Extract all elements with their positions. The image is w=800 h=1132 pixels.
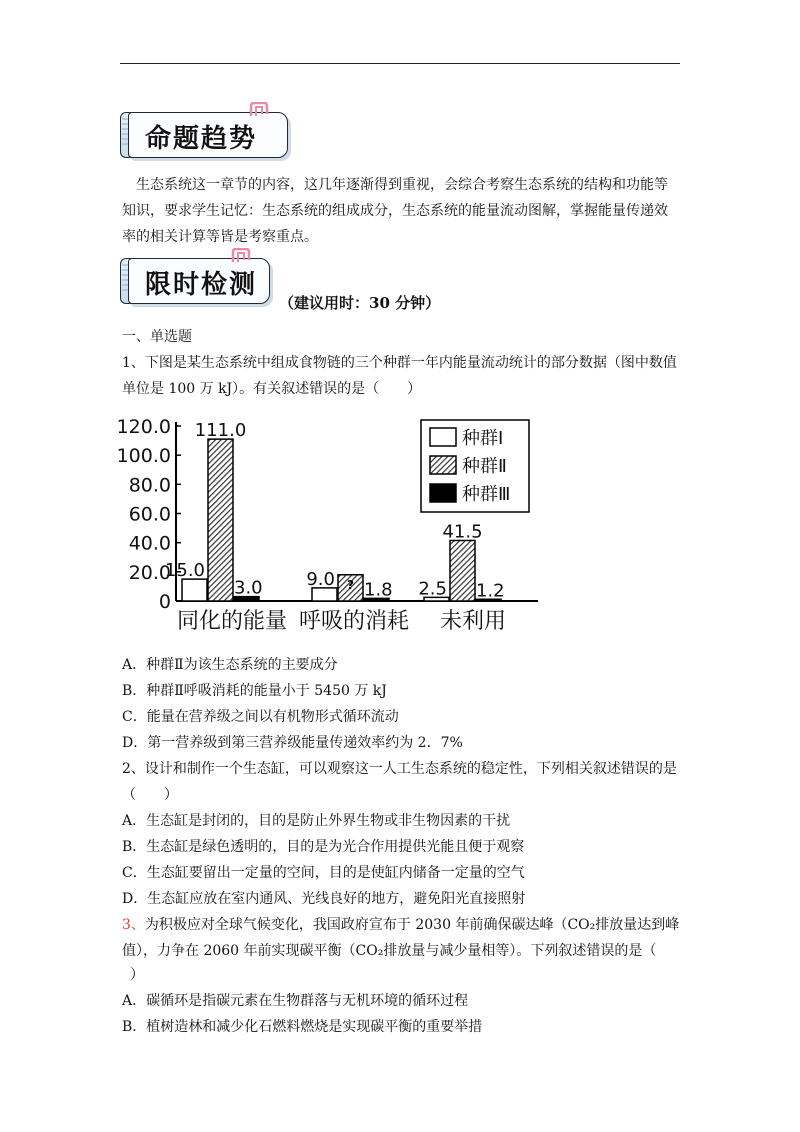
y-tick-label: 0 bbox=[158, 591, 171, 613]
data-label: 111.0 bbox=[194, 420, 247, 442]
legend-label: 种群Ⅰ bbox=[462, 428, 504, 449]
data-label: 3.0 bbox=[234, 577, 263, 599]
q3-stem-line: ） bbox=[130, 967, 144, 983]
bar bbox=[208, 439, 233, 601]
q1-stem-line: 1、下图是某生态系统中组成食物链的三个种群一年内能量流动统计的部分数据（图中数值 bbox=[122, 355, 677, 371]
intro-line: 率的相关计算等皆是考察重点。 bbox=[122, 229, 318, 245]
y-tick-label: 20.0 bbox=[128, 561, 171, 584]
chart-svg bbox=[118, 412, 538, 637]
intro-paragraph bbox=[122, 172, 682, 250]
banner-title: 限时检测 bbox=[145, 270, 258, 300]
suggested-time: （建议用时：30 分钟） bbox=[279, 294, 441, 312]
legend-label: 种群Ⅲ bbox=[462, 484, 511, 505]
data-label: 15.0 bbox=[164, 560, 205, 582]
data-label: 41.5 bbox=[442, 521, 483, 543]
banner-timed-test bbox=[120, 258, 270, 302]
data-label: 2.5 bbox=[418, 578, 447, 600]
legend-swatch bbox=[430, 484, 456, 502]
q3-option-b: B．植树造林和减少化石燃料燃烧是实现碳平衡的重要举措 bbox=[122, 1019, 483, 1035]
data-label: 1.2 bbox=[476, 580, 505, 602]
category-label: 同化的能量 bbox=[176, 609, 288, 634]
q3-stem-line bbox=[122, 914, 679, 934]
legend-swatch bbox=[430, 456, 456, 474]
y-tick-label: 40.0 bbox=[128, 532, 171, 555]
y-tick-label: 80.0 bbox=[128, 474, 171, 497]
banner-title: 命题趋势 bbox=[145, 124, 258, 154]
data-label: 9.0 bbox=[306, 568, 335, 590]
q1-option-d: D．第一营养级到第三营养级能量传递效率约为 2．7% bbox=[122, 735, 463, 751]
intro-line: 知识，要求学生记忆：生态系统的组成成分，生态系统的能量流动图解，掌握能量传递效 bbox=[122, 203, 668, 219]
data-label: ? bbox=[347, 577, 354, 592]
q3-number: 3、 bbox=[122, 917, 145, 933]
legend-label: 种群Ⅱ bbox=[462, 456, 507, 477]
legend-swatch bbox=[430, 428, 456, 446]
category-label: 呼吸的消耗 bbox=[298, 609, 410, 634]
q2-option-b: B．生态缸是绿色透明的，目的是为光合作用提供光能且便于观察 bbox=[122, 839, 525, 855]
q2-stem-line: （ ） bbox=[122, 787, 178, 803]
top-rule bbox=[120, 63, 680, 64]
q1-option-a: A．种群Ⅱ为该生态系统的主要成分 bbox=[122, 657, 338, 673]
q2-option-c: C．生态缸要留出一定量的空间，目的是使缸内储备一定量的空气 bbox=[122, 865, 525, 881]
bar bbox=[182, 579, 207, 601]
y-tick-label: 100.0 bbox=[118, 445, 171, 468]
paperclip-icon bbox=[248, 102, 270, 118]
bar bbox=[450, 540, 475, 601]
q3-stem-text: 为积极应对全球气候变化，我国政府宣布于 2030 年前确保碳达峰（CO₂排放量达到峰 bbox=[144, 917, 680, 933]
category-label: 未利用 bbox=[439, 609, 507, 634]
q3-stem-line: 值），力争在 2060 年前实现碳平衡（CO₂排放量与减少量相等）。下列叙述错误的是（ bbox=[122, 943, 657, 959]
q2-option-a: A．生态缸是封闭的，目的是防止外界生物或非生物因素的干扰 bbox=[122, 813, 511, 829]
data-label: 1.8 bbox=[364, 579, 393, 601]
banner-body bbox=[128, 258, 270, 304]
q1-option-b: B．种群Ⅱ呼吸消耗的能量小于 5450 万 kJ bbox=[122, 683, 387, 699]
q2-stem-line: 2、设计和制作一个生态缸，可以观察这一人工生态系统的稳定性，下列相关叙述错误的是 bbox=[122, 761, 677, 777]
paperclip-icon bbox=[230, 248, 252, 264]
part-title: 一、单选题 bbox=[122, 329, 192, 345]
q1-stem-line: 单位是 100 万 kJ）。有关叙述错误的是（ ） bbox=[122, 381, 422, 397]
y-tick-label: 60.0 bbox=[128, 503, 171, 526]
energy-bar-chart bbox=[118, 412, 538, 641]
y-tick-label: 120.0 bbox=[118, 416, 171, 438]
q1-option-c: C．能量在营养级之间以有机物形式循环流动 bbox=[122, 709, 399, 725]
banner-trend bbox=[120, 112, 288, 156]
banner-body bbox=[128, 112, 288, 158]
intro-line: 生态系统这一章节的内容，这几年逐渐得到重视，会综合考察生态系统的结构和功能等 bbox=[136, 177, 668, 193]
q3-option-a: A．碳循环是指碳元素在生物群落与无机环境的循环过程 bbox=[122, 993, 469, 1009]
q2-option-d: D．生态缸应放在室内通风、光线良好的地方，避免阳光直接照射 bbox=[122, 891, 526, 907]
